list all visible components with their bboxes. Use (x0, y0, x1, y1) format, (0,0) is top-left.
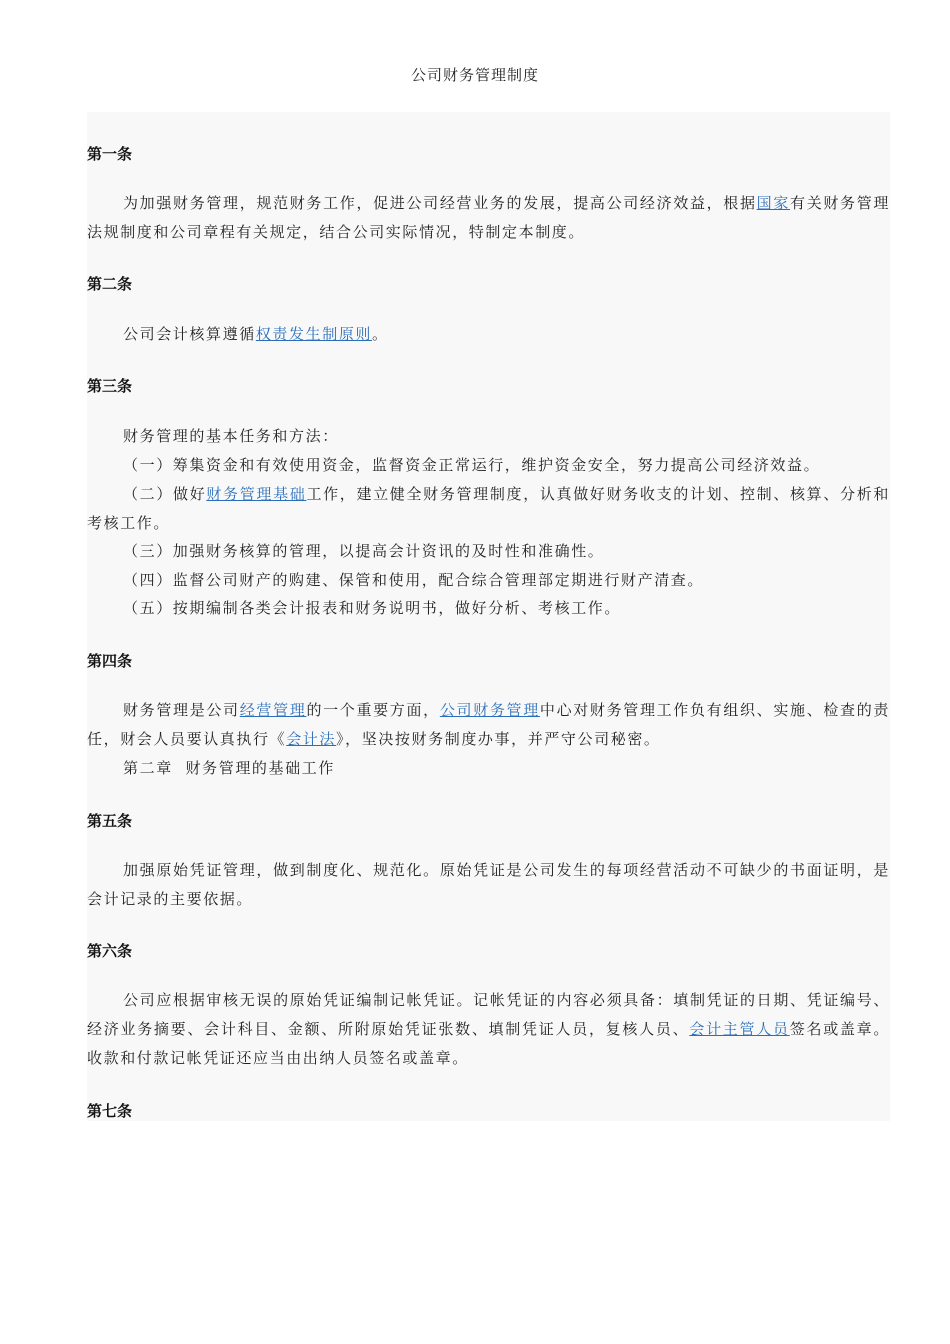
article-7-heading: 第七条 (87, 1102, 133, 1120)
link-accounting-law[interactable]: 会计法 (286, 730, 337, 748)
link-business-management[interactable]: 经营管理 (239, 701, 307, 719)
text-segment: 中心对财务管理工作负有组织、实施、检查的责任，财会人员要认真执行《 (87, 701, 891, 748)
article-3-heading: 第三条 (87, 377, 133, 395)
article-3-item-1: （一）筹集资金和有效使用资金，监督资金正常运行，维护资金安全，努力提高公司经济效益。 (123, 456, 821, 474)
chapter-2-title: 第二章 财务管理的基础工作 (123, 759, 335, 777)
document-title: 公司财务管理制度 (410, 66, 539, 84)
article-4-heading: 第四条 (87, 652, 133, 670)
article-2-heading: 第二条 (87, 275, 133, 293)
article-5-heading: 第五条 (87, 812, 133, 830)
text-segment: 工作，建立健全财务管理制度，认真做好财务收支的计划、控制、核算、分析和考核工作。 (87, 485, 890, 532)
text-segment: （二）做好 (123, 485, 207, 503)
text-segment: 公司应根据审核无误的原始凭证编制记帐凭证。记帐凭证的内容必须具备：填制凭证的日期、凭证编号、经济业务摘要、会计科目、金额、所附原始凭证张数、填制凭证人员，复核人员、 (87, 991, 890, 1038)
text-segment: 》，坚决按财务制度办事，并严守公司秘密。 (336, 730, 661, 748)
article-5-paragraph: 加强原始凭证管理，做到制度化、规范化。原始凭证是公司发生的每项经营活动不可缺少的书面证明，是会计记录的主要依据。 (87, 861, 890, 908)
article-3-item-4: （四）监督公司财产的购建、保管和使用，配合综合管理部定期进行财产清查。 (123, 571, 705, 589)
text-segment: 有关财务管理法规制度和公司章程有关规定，结合公司实际情况，特制定本制度。 (87, 194, 890, 241)
text-segment: 的一个重要方面， (306, 701, 440, 719)
text-segment: 。 (372, 325, 389, 343)
text-segment: 为加强财务管理，规范财务工作，促进公司经营业务的发展，提高公司经济效益，根据 (123, 194, 757, 212)
link-accrual-principle[interactable]: 权责发生制原则 (255, 325, 373, 343)
link-finance-basics[interactable]: 财务管理基础 (206, 485, 307, 503)
document-body (87, 112, 890, 1121)
text-segment: 财务管理是公司 (123, 701, 240, 719)
article-1-heading: 第一条 (87, 145, 133, 163)
text-segment: 公司会计核算遵循 (123, 325, 256, 343)
link-company-finance-management[interactable]: 公司财务管理 (439, 701, 540, 719)
link-guojia[interactable]: 国家 (756, 194, 791, 212)
article-3-item-2 (87, 480, 890, 538)
article-6-heading: 第六条 (87, 942, 133, 960)
article-1-paragraph (87, 189, 890, 247)
article-3-item-5: （五）按期编制各类会计报表和财务说明书，做好分析、考核工作。 (123, 599, 622, 617)
link-accounting-supervisor[interactable]: 会计主管人员 (689, 1020, 790, 1038)
article-6-paragraph (87, 986, 890, 1073)
text-segment: 签名或盖章。收款和付款记帐凭证还应当由出纳人员签名或盖章。 (87, 1020, 890, 1067)
article-3-intro: 财务管理的基本任务和方法： (123, 427, 339, 445)
article-2-paragraph (87, 320, 890, 349)
article-3-item-3: （三）加强财务核算的管理，以提高会计资讯的及时性和准确性。 (123, 542, 605, 560)
article-4-paragraph (87, 696, 890, 754)
